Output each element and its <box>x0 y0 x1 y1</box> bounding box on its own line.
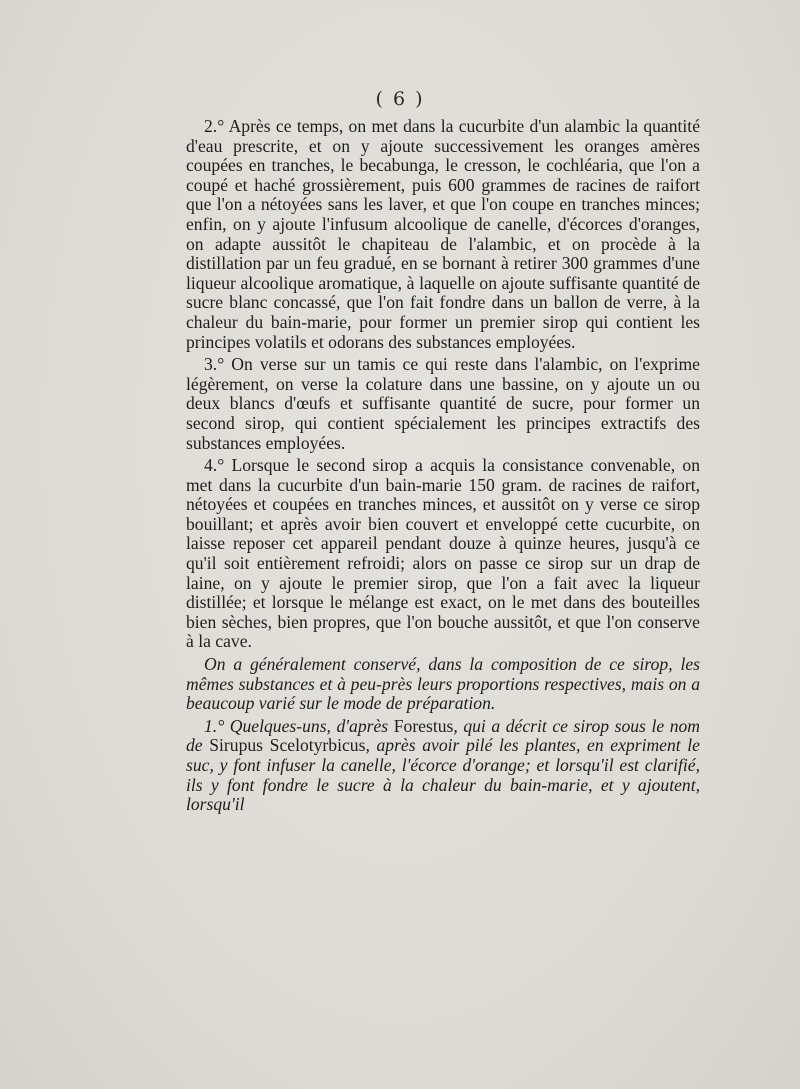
paragraph-step-2: 2.° Après ce temps, on met dans la cucurbite d'un alambic la quantité d'eau prescrite, et on y ajoute successivement les oranges amères coupées en tranches, le becabunga, le cresson, le cochléaria, que l'on a coupé et haché grossièrement, puis 600 grammes de racines de raifort que l'on a nétoyées sans les laver, et que l'on coupe en tranches minces; enfin, on y ajoute l'infusum alcoolique de canelle, d'écorces d'oranges, on adapte aussitôt le chapiteau de l'alambic, et on procède à la distillation par un feu gradué, en se bornant à retirer 300 grammes d'une liqueur alcoolique aromatique, à laquelle on ajoute suffisante quantité de sucre blanc concassé, que l'on fait fondre dans un ballon de verre, à la chaleur du bain-marie, pour former un premier sirop qui contient les principes volatils et odorans des substances employées. <box>186 116 700 352</box>
body-text <box>186 117 700 818</box>
variant-1-rest: , après avoir pilé les plantes, en expriment le suc, y font infuser la canelle, l'écorce d'orange; et lorsqu'il est clarifié, ils y font fondre le sucre à la chaleur du bain-marie, et y ajoutent, lorsqu'il <box>186 735 700 815</box>
paragraph-step-4: 4.° Lorsque le second sirop a acquis la consistance convenable, on met dans la cucurbite d'un bain-marie 150 gram. de racines de raifort, nétoyées et coupées en tranches minces, et aussitôt on y verse ce sirop bouillant; et après avoir bien couvert et enveloppé cette cucurbite, on laisse reposer cet appareil pendant douze à quinze heures, jusqu'à ce qu'il soit entièrement refroidi; alors on passe ce sirop sur un drap de laine, on y ajoute le premier sirop, que l'on a fait avec la liqueur distillée; et lorsque le mélange est exact, on le met dans des bouteilles bien sèches, bien propres, que l'on bouche aussitôt, et que l'on conserve à la cave. <box>186 455 700 652</box>
page-number: ( 6 ) <box>375 88 425 110</box>
variant-1-mid: , qui a décrit ce sirop sous le nom de <box>186 715 701 756</box>
variant-1-intro: 1.° Quelques-uns, d'après <box>204 715 394 736</box>
latin-name: Sirupus Scelotyrbicus <box>209 735 366 756</box>
paragraph-note: On a généralement conservé, dans la composition de ce sirop, les mêmes substances et à peu-près leurs proportions respectives, mais on a beaucoup varié sur le mode de préparation. <box>186 654 700 714</box>
paragraph-step-3: 3.° On verse sur un tamis ce qui reste dans l'alambic, on l'exprime légèrement, on verse la colature dans une bassine, on y ajoute un ou deux blancs d'œufs et suffisante quantité de sucre, pour former un second sirop, qui contient spécialement les principes extractifs des substances employées. <box>186 354 700 453</box>
author-name: Forestus <box>393 715 454 736</box>
paragraph-variant-1 <box>186 717 700 815</box>
